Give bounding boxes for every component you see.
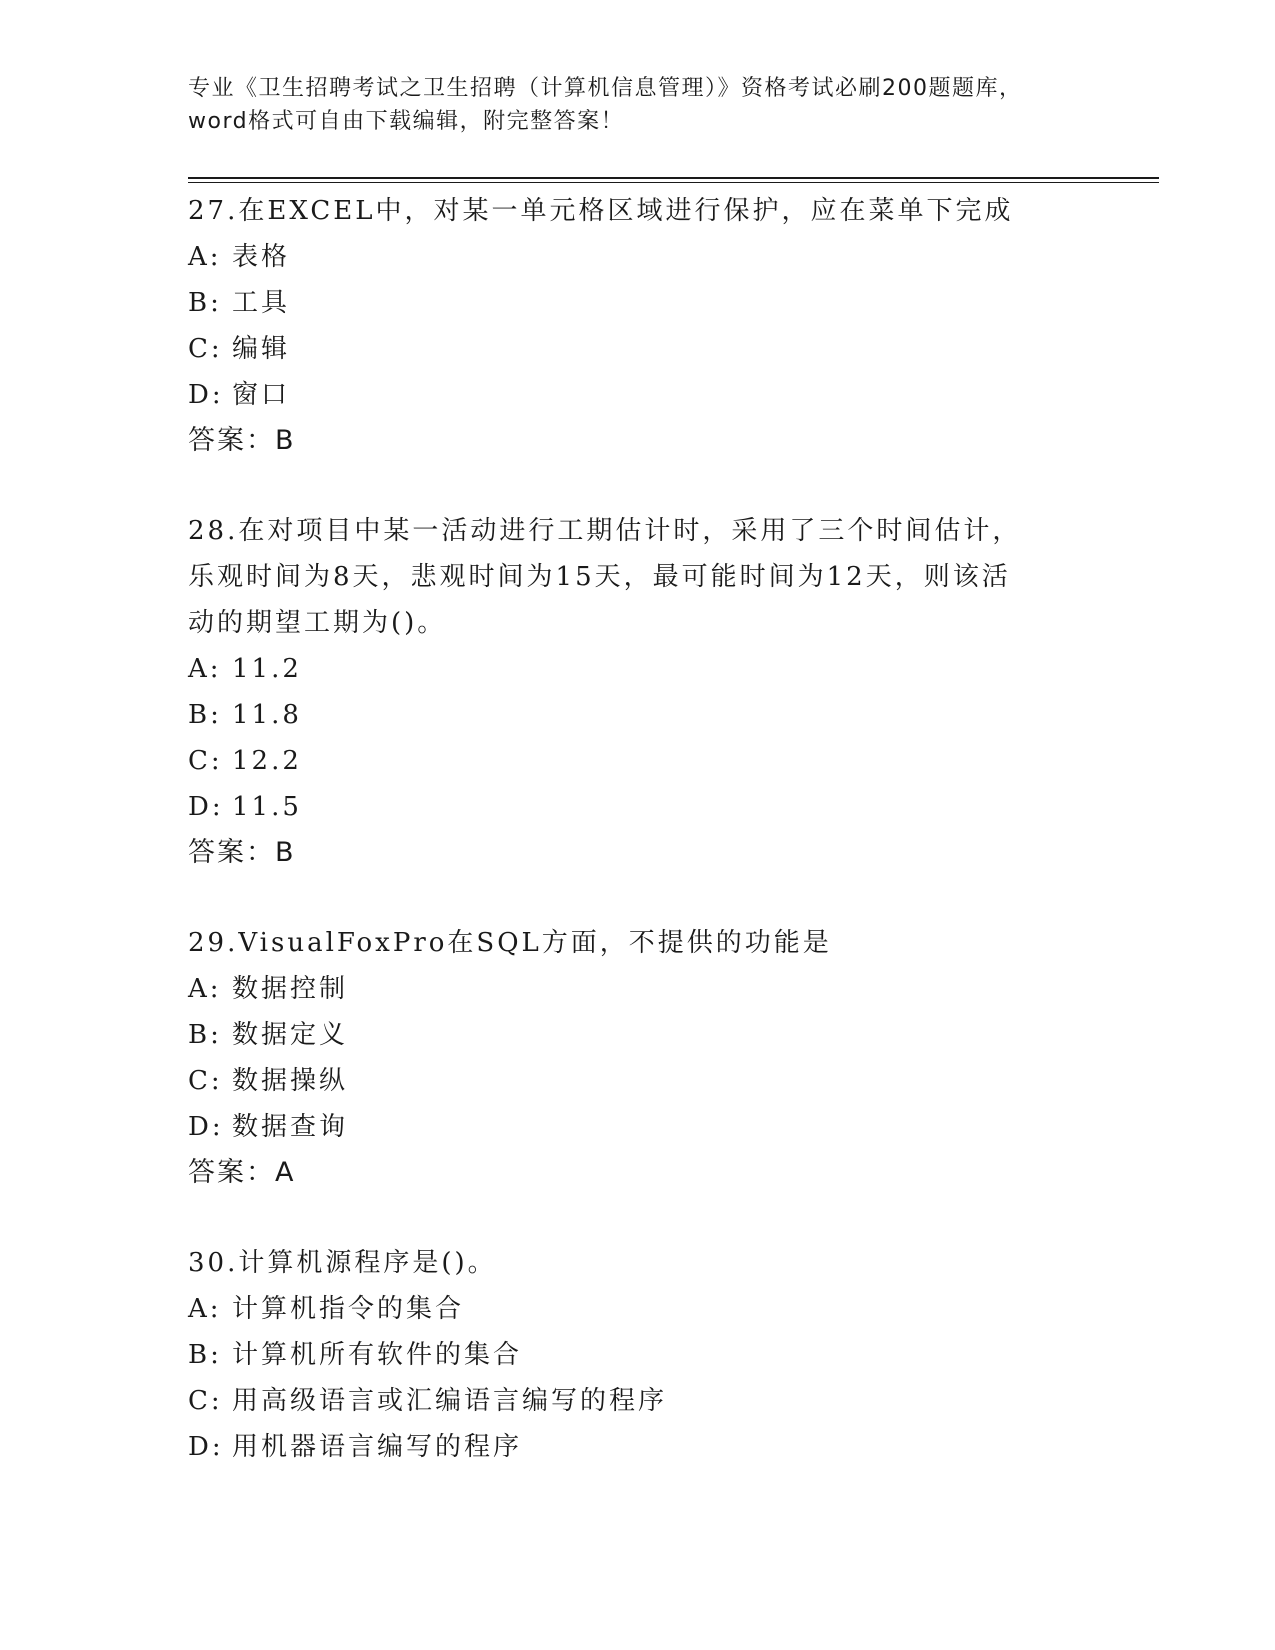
option-text: 12.2 [232,746,302,776]
option-text: 用高级语言或汇编语言编写的程序 [232,1386,668,1416]
option-text: 数据查询 [232,1112,349,1142]
question-stem: 28.在对项目中某一活动进行工期估计时，采用了三个时间估计，乐观时间为8天，悲观时间为15天，最可能时间为12天，则该活动的期望工期为()。 [188,516,1022,638]
option-text: 计算机所有软件的集合 [232,1340,523,1370]
option-text: 数据控制 [232,974,349,1004]
option-letter: A: [188,1294,222,1324]
answer-line: 答案：B [188,837,296,868]
option-letter: B: [188,1020,222,1050]
header-line-1: 专业《卫生招聘考试之卫生招聘（计算机信息管理）》资格考试必刷200题题库， [188,76,1023,101]
header-divider-thin [188,182,1159,183]
question-29 [188,920,1088,1196]
question-28 [188,508,1088,876]
header-divider [188,177,1159,179]
option-letter: D: [188,1432,224,1462]
option-letter: D: [188,380,224,410]
option-b [188,1012,1088,1058]
answer-line: 答案：A [188,1157,296,1188]
header-line-2: word格式可自由下载编辑，附完整答案！ [188,109,625,134]
option-b [188,280,1088,326]
option-text: 用机器语言编写的程序 [232,1432,523,1462]
question-stem: 27.在EXCEL中，对某一单元格区域进行保护，应在菜单下完成 [188,196,1014,226]
option-letter: A: [188,974,222,1004]
option-b [188,1332,1088,1378]
option-d [188,784,1088,830]
option-letter: B: [188,288,222,318]
option-text: 窗口 [232,380,291,410]
option-b [188,692,1088,738]
option-text: 11.8 [232,700,302,730]
option-a [188,1286,1088,1332]
option-c [188,1058,1088,1104]
option-letter: C: [188,1386,223,1416]
option-text: 工具 [232,288,291,318]
question-list [188,188,1088,1514]
question-stem: 29.VisualFoxPro在SQL方面，不提供的功能是 [188,928,832,958]
option-d [188,372,1088,418]
option-letter: B: [188,1340,222,1370]
option-text: 数据定义 [232,1020,349,1050]
option-text: 11.5 [232,792,302,822]
option-text: 11.2 [232,654,302,684]
option-letter: C: [188,1066,223,1096]
option-a [188,234,1088,280]
option-letter: D: [188,1112,224,1142]
question-30 [188,1240,1088,1470]
option-a [188,966,1088,1012]
option-text: 编辑 [232,334,291,364]
option-letter: C: [188,746,223,776]
option-text: 数据操纵 [232,1066,349,1096]
option-d [188,1104,1088,1150]
option-c [188,1378,1088,1424]
document-header [188,72,1088,138]
option-c [188,326,1088,372]
option-text: 表格 [232,242,291,272]
option-letter: D: [188,792,224,822]
option-letter: C: [188,334,223,364]
option-text: 计算机指令的集合 [232,1294,465,1324]
option-a [188,646,1088,692]
question-27 [188,188,1088,464]
option-c [188,738,1088,784]
answer-line: 答案：B [188,425,296,456]
option-d [188,1424,1088,1470]
option-letter: B: [188,700,222,730]
option-letter: A: [188,654,222,684]
option-letter: A: [188,242,222,272]
question-stem: 30.计算机源程序是()。 [188,1248,497,1278]
